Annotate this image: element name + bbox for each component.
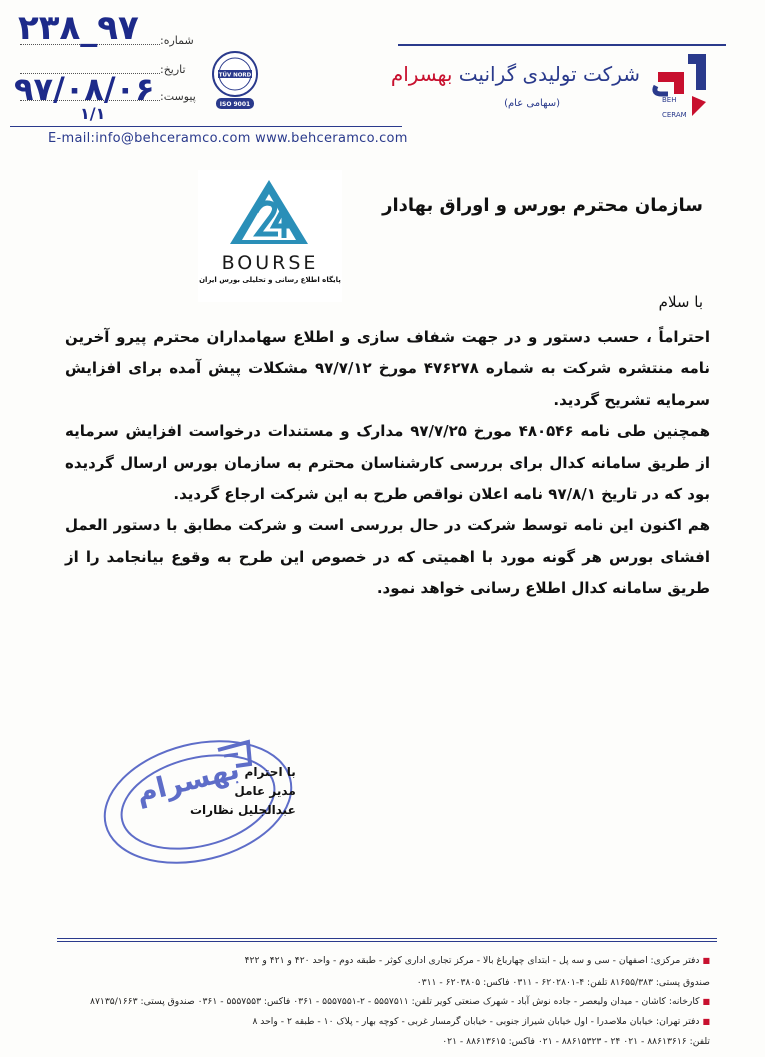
header-rule-left <box>10 126 402 127</box>
footer-rule <box>57 938 717 939</box>
header-rule <box>398 44 726 46</box>
bullet-icon: ■ <box>702 956 710 965</box>
handwritten-attachment: ۱/۱ <box>80 104 106 123</box>
signer-title: مدیر عامل <box>234 784 296 798</box>
bourse-wordmark: BOURSE <box>221 252 319 274</box>
handwritten-number: ۹۷_۲۳۸ <box>18 8 139 48</box>
closing: با احترام <box>244 765 296 779</box>
iso-bottom-text: ISO 9001 <box>219 101 251 108</box>
company-name-highlight: بهسرام <box>390 62 453 86</box>
letter-recipient: سازمان محترم بورس و اوراق بهادار <box>382 195 703 216</box>
footer-address-central: ■ دفتر مرکزی: اصفهان - سی و سه پل - ابتدای چهارباغ بالا - مرکز تجاری اداری کوثر - طبقه دوم - واحد ۴۲۰ و ۴۲۱ و ۴۲۲ <box>244 955 710 966</box>
footer-address-tehran: ■ دفتر تهران: خیابان ملاصدرا - اول خیابان شیراز جنوبی - خیابان گرمسار غربی - کوچه بهار - پلاک ۱۰ - طبقه ۲ - واحد ۸ <box>252 1016 710 1027</box>
bourse-mark-icon <box>228 178 310 246</box>
letter-body <box>65 322 710 605</box>
contact-info: E-mail:info@behceramco.com www.behceramco.com <box>48 131 408 146</box>
signature-block <box>190 763 296 820</box>
paragraph: هم اکنون این نامه توسط شرکت در حال بررسی است و شرکت مطابق با دستور العمل افشای بورس هر گونه مورد با اهمیتی که در خصوص این طرح به وقوع بیانجامد را از طریق سامانه کدال اطلاع رسانی خواهد نمود. <box>65 516 710 598</box>
iso-top-text: TÜV NORD <box>218 72 252 79</box>
logo-text-beh: BEH <box>662 96 677 104</box>
paragraph: احتراماً ، حسب دستور و در جهت شفاف سازی و اطلاع سهامداران محترم پیرو آخرین نامه منتشره شرکت به شماره ۴۷۶۲۷۸ مورخ ۹۷/۷/۱۲ مشکلات پیش آمده برای افزایش سرمایه تشریح گردید. <box>65 328 710 409</box>
letter-greeting: با سلام <box>658 293 703 311</box>
bourse-tagline: پایگاه اطلاع رسانی و تحلیلی بورس ایران <box>199 276 341 284</box>
signer-name: عبدالجلیل نظارات <box>190 803 296 817</box>
footer-central-contact: صندوق پستی: ۸۱۶۵۵/۳۸۳ تلفن: ۴-۶۲۰۲۸۰۱ - ۰۳۱۱ فاکس: ۶۲۰۳۸۰۵ - ۰۳۱۱ <box>416 977 710 988</box>
footer-address-factory: ■ کارخانه: کاشان - میدان ولیعصر - جاده نوش آباد - شهرک صنعتی کویر تلفن: ۵۵۵۷۵۱۱ - ۲-۵۵۵۷۵۵۱ - ۰۳۶۱ فاکس: ۵۵۵۷۵۵۳ - ۰۳۶۱ صندوق پستی: ۸۷۱۳۵/۱۶۶۳ <box>90 996 710 1007</box>
attachment-label: پیوست: <box>160 90 196 103</box>
bourse-logo <box>198 170 342 302</box>
company-name-prefix: شرکت تولیدی گرانیت <box>458 62 640 86</box>
footer-rule <box>57 941 717 942</box>
bullet-icon: ■ <box>702 997 710 1006</box>
handwritten-date: ۹۷/۰۸/۰۶ <box>14 70 155 108</box>
date-label: تاریخ: <box>160 63 186 76</box>
iso-certification-badge <box>210 50 260 112</box>
number-label: شماره: <box>160 34 194 47</box>
company-name <box>391 62 640 86</box>
logo-text-ceram: CERAM <box>662 111 687 119</box>
bullet-icon: ■ <box>702 1017 710 1026</box>
paragraph: همچنین طی نامه ۴۸۰۵۴۶ مورخ ۹۷/۷/۲۵ مدارک و مستندات درخواست افزایش سرمایه از طریق سامانه کدال برای بررسی کارشناسان محترم به سازمان بورس ارسال گردیده بود که در تاریخ ۹۷/۸/۱ نامه اعلان نواقص طرح به این شرکت ارجاع گردید. <box>65 422 710 504</box>
footer-tehran-contact: تلفن: ۸۸۶۱۳۶۱۶ - ۰۲۱ ۲۴ - ۸۸۶۱۵۳۲۳ - ۰۲۱ فاکس: ۸۸۶۱۳۶۱۵ - ۰۲۱ <box>442 1036 710 1047</box>
company-type: (سهامی عام) <box>504 98 560 109</box>
stamp-text: بهسرام <box>132 752 243 810</box>
